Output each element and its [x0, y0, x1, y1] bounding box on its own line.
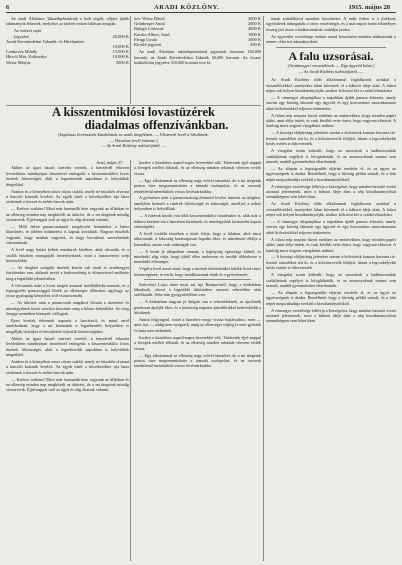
- donation-column-left: [6, 16, 129, 104]
- paragraph: A győzelem után a parancsnokság elismerő levelet intézett az üteghez, amelyben kiemeli a tüzérek hősiességét és bátorságát, amellyel a nehéz helyzetben is helytálltak.: [134, 195, 261, 212]
- paragraph: kezdve a küzdelem napról-napra hevesebbé vált. Tüzéreink éjjel-nappal a lövegek mellett állottak, és az ellenség minden rohamát véresen verték vissza.: [134, 160, 261, 176]
- paragraph: — Az alispán a legszigorúbb eljárást rendelte el, és az ügyet az ügyészségnek is átadta. Remélhető, hogy a bíróság példát statuál, és a falu népét megszabadítja ezektől a kizsákmányolóktól.: [266, 165, 396, 182]
- donation-note: Az aradi Általános takarékpénztárnál jegyeztek összesen 160,000 koronát, az Aradi Kereskedelmi Takarék 50,600 koronát. Az összes hadikölcsön jegyzése 310,600 koronát tesz ki.: [134, 49, 261, 66]
- paragraph: — A kórházban nagyon jó dolguk van a sebesülteknek, az ápolónők gondosan ápolják őket, és a közönség naponta ajándékokkal kedveskedik a hősöknek.: [134, 299, 261, 316]
- paragraph: — A vármegye alispánjához a napokban újabb panasz érkezett, amely szerint egy község lakosait egy ügyvéd és egy korcsmáros uzsorakamatra adott kölcsönökkel teljesen tönkretette.: [266, 94, 396, 111]
- paragraph: Az egyesület vezetősége ezúton mond köszönetet minden adakozónak a nemes célra tett adományokért.: [266, 33, 396, 45]
- list-row: Klotild jegyzett 500 K: [134, 42, 261, 48]
- dateline: Arad, május 27.: [96, 160, 123, 165]
- paragraph: A vizsgálat során kiderült, hogy az uzsorások a hadbavonultak családjainak segélyét is lefoglaltatták, és az asszonyoknak semmi sem maradt, amiből gyermekeiket eltarthatnák.: [266, 272, 396, 288]
- paragraph: A felvonulás után a lovas ütegek azonnal tüzelőállásba mentek, és a legnagyobb pontossággal lőtték az ellenséges állásokat, úgyhogy az orosz gyalogság kénytelen volt visszavonulni.: [6, 282, 129, 299]
- list-row: 10,000 K: [112, 43, 129, 49]
- list-row: Weisz Mátyás 5000 K: [6, 59, 129, 65]
- paragraph: Végül a levél azzal zárul, hogy a tüzérek üdvözletüket küldik Arad város közönségének, és kérik, hogy imádkozzanak értük és a győzelemért.: [134, 266, 261, 277]
- column-divider: [130, 160, 131, 561]
- headline-falu-uzsorasai: A falu uzsorásai.: [288, 49, 374, 64]
- issue-date: 1915. május 28: [348, 4, 390, 11]
- paper-title: ARADI KÖZLÖNY.: [154, 4, 220, 11]
- paragraph: A levél nagy hatást keltett mindazok körében, akik olvasták, és a szülők büszkén mutogatják ismerőseiknek, mint a hazaszeretet szép bizonyítékát.: [6, 247, 129, 263]
- paragraph: Aradon és a környéken nincs olyan család, amely ne büszkén olvasná a harcoló katonák leveleit. Az egyik tüzér a következőket írja haza szüleinek a hosszú és nehéz harcok után.: [6, 358, 129, 375]
- column-divider: [130, 16, 131, 104]
- right-column: [266, 16, 396, 561]
- headline-byline: — Az Aradi Közlöny tudósítójától. —: [299, 68, 363, 74]
- paragraph: A vármegye vezetősége felhívja a községeket, hogy minden hasonló esetet azonnal jelentsenek, mert a háború ideje alatt a nép kizsákmányolását semmiképpen sem lehet tűrni.: [266, 307, 396, 324]
- paragraph: A vizsgálat során kiderült, hogy az uzsorások a hadbavonultak családjainak segélyét is lefoglaltatták, és az asszonyoknak semmi sem maradt, amiből gyermekeiket eltarthatnák.: [266, 148, 396, 164]
- list-row: Balogh Lőrincné 2000 K: [134, 26, 261, 32]
- list-row: jegyzése 20,000 K: [14, 33, 129, 39]
- paragraph: A falusi nép annyira bízott ezekben az emberekben, hogy minden papírt aláírt, amit eléje tettek, és csak később vette észre, hogy vagyona elúszott. A hatóság most szigorú vizsgálatot indított.: [266, 112, 396, 129]
- separator: [144, 279, 251, 280]
- list-row: Hirsch Mór, Zsilinszky 10,000 K: [6, 54, 129, 60]
- list-heading: Az intézet saját: [14, 28, 42, 34]
- paragraph: — Az ütközet után a parancsnok magához hívatta a tüzéreket és mindegyiknek kezet szorítva köszönte meg a hősies helytállást. Az öreg őrnagy szemében könnyek csillogtak.: [6, 300, 129, 317]
- paragraph: ténak szándékával mondott köszönetet. A múlt évben is a jótékony egyesületek támogatták a város vezetőségét, és a mai napon ismét tekintélyes összeg jött össze a hadbavonultak családjai javára.: [266, 16, 396, 32]
- paragraph: — Az alispán a legszigorúbb eljárást rendelte el, és az ügyet az ügyészségnek is átadta. Remélhető, hogy a bíróság példát statuál, és a falu népét megszabadítja ezektől a kizsákmányolóktól.: [266, 289, 396, 306]
- article-column-1: [6, 160, 129, 561]
- paragraph: — Kedves szüleim! Most már harmadik hete vagyunk az állásban és az ellenség minden nap megkísérli az áttörést, de a mi ütegeink mindig visszaverik. Éjjel-nappal szól az ágyú és alig alszunk valamit.: [6, 376, 129, 393]
- headline-line-1: A kisszentmiklósi lovastüzérek: [52, 106, 215, 119]
- paragraph: — Kedves szüleim! Most már harmadik hete vagyunk az állásban és az ellenség minden nap megkísérli az áttörést, de a mi ütegeink mindig visszaverik. Éjjel-nappal szól az ágyú és alig alszunk valamit.: [6, 206, 129, 223]
- paragraph: — Az ütegben szolgáló tüzérek között sok aradi és aradmegyei fiatalember van, akiknek nevét a hadvezetőség is elismeréssel említette meg a legutóbbi jelentésében.: [6, 264, 129, 281]
- headline-subtitle: (Aradmegyei visszaélések. — Egy ügyvéd bűne.): [287, 63, 375, 69]
- list-row: Fleugi Gyula 1000 K: [134, 36, 261, 42]
- paragraph: A vármegye vezetősége felhívja a községeket, hogy minden hasonló esetet azonnal jelentsenek, mert a háború ideje alatt a nép kizsákmányolását semmiképpen sem lehet tűrni.: [266, 183, 396, 200]
- headline-subtitle: (Izgalmas lövészárok küzdelmek az aradi ütegekben. — Elismerő levél a hősöknek.: [58, 132, 209, 137]
- donation-list: [6, 28, 129, 64]
- donation-column-middle: [134, 16, 261, 104]
- paragraph: — Egy alkalommal az ellenség nagy erővel támadott, de a mi ütegeink pontos tüze megsemmisítette a támadó oszlopokat, és az oroszok rendetlenül menekültek vissza lövészárkaikba.: [134, 352, 261, 369]
- paragraph: kezdve a küzdelem napról-napra hevesebbé vált. Tüzéreink éjjel-nappal a lövegek mellett állottak, és az ellenség minden rohamát véresen verték vissza.: [134, 334, 261, 351]
- paragraph: — A vármegye alispánjához a napokban újabb panasz érkezett, amely szerint egy község lakosait egy ügyvéd és egy korcsmáros uzsorakamatra adott kölcsönökkel teljesen tönkretette.: [266, 218, 396, 235]
- column-divider: [263, 16, 264, 561]
- list-row: Kardos Albert, Arad 1000 K: [134, 31, 261, 37]
- list-row: Lenkovits Mihály 15,000 K: [6, 49, 129, 55]
- headline-line-2: diadalmas offenzívánkban.: [84, 118, 229, 132]
- article-column-2: [134, 160, 261, 561]
- paragraph: Amint felgyógyul, ismét a harctérre megy vissza bajtársaihoz, mert — mint írja — addig nem nyugszik, amíg az ellenséget végleg le nem győzték és haza nem térhetnek.: [134, 317, 261, 333]
- paragraph: Ilyen levelek érkeznek naponta a harctérről, és mind arról tanúskodnak, hogy a mi katonáink a legnehezebb helyzetben is megállják helyüket és becsülettel teljesítik kötelességüket.: [6, 317, 129, 334]
- paragraph: Aradon és a környéken nincs olyan család, amely ne büszkén olvasná a harcoló katonák leveleit. Az egyik tüzér a következőket írja haza szüleinek a hosszú és nehéz harcok után.: [6, 188, 129, 205]
- paragraph: — A községi elöljáróság jelentése szerint a kölcsönök kamata havonta tíz-tizenöt százalékot tett ki, és a kölcsönvevők földjeit, házait a legcsekélyebb késés esetén is elárverezték.: [266, 254, 396, 271]
- paragraph: — A tüzérek között van több kisszentmiklósi fiatalember is, akik már a háború kezdete óta a harctéren küzdenek, és mindegyikük kitüntetést kapott vitézségéért.: [134, 213, 261, 229]
- paragraph: Az Aradi Közlöny több alkalommal foglalkozott azokkal a visszaélésekkel, amelyeket falun követnek el a háború ideje alatt. A falusi népet sok helyen kizsákmányolják, amikor kölcsönt kér a család eltartására.: [266, 77, 396, 94]
- headline-block: [6, 106, 261, 158]
- paragraph: Szőcsényi Lajos tüzér most azt írja Budapestről, hogy a kórházban lábadozik, ahová a legutóbbi ütközetben szerzett sebesülése után szállították. Sebe már gyógyulófélben van.: [134, 281, 261, 298]
- intro-paragraph: Az aradi Általános Takarékpénztárnál a hadi segély céljára újabb adományok érkeztek, melyeket az intézet ezúton hálásan nyugtáz.: [6, 16, 129, 27]
- page-number: 6: [6, 4, 10, 11]
- paragraph: — A lovak jó állapotban vannak, a legénység egészsége kitűnő, és mindenki alig várja, hogy újból előre mehessen és tovább üldözhesse a menekülő ellenséget.: [134, 248, 261, 265]
- list-row: Aradi Kereskedelmi Takarék- és Hitelintézet: [6, 38, 85, 44]
- paragraph: Akiket az igazi hazafi szeretet vezérel, a harctérről érkezett leveleikben mindnyájan dicsérettel emlegetik a kisszentmiklósi lovas tüzérek hősiességét, akik a legnehezebb napokban is helytálltak ütegeikkel.: [6, 335, 129, 357]
- list-row: özv. Weisz Dávid 2000 K: [134, 16, 261, 21]
- paragraph: Az Aradi Közlöny több alkalommal foglalkozott azokkal a visszaélésekkel, amelyeket falun követnek el a háború ideje alatt. A falusi népet sok helyen kizsákmányolják, amikor kölcsönt kér a család eltartására.: [266, 201, 396, 218]
- headline-byline: — Az Aradi Közlöny tudósítójától. —: [101, 143, 166, 149]
- paragraph: — A községi elöljáróság jelentése szerint a kölcsönök kamata havonta tíz-tizenöt százalékot tett ki, és a kölcsönvevők földjeit, házait a legcsekélyebb késés esetén is elárverezték.: [266, 130, 396, 147]
- paragraph: A levél további részében a tüzér leírja, hogy a faluban, ahol most táboroznak, a lakosság barátságosan fogadta őket, és mindennel ellátja a katonákat, amire csak szükségük van.: [134, 230, 261, 247]
- paragraph: A falusi nép annyira bízott ezekben az emberekben, hogy minden papírt aláírt, amit eléje tettek, és csak később vette észre, hogy vagyona elúszott. A hatóság most szigorú vizsgálatot indított.: [266, 236, 396, 253]
- paragraph: — Múlt héten parancsnokunk megdicsért bennünket a bátor kitartásért, és többen kitüntetést is kaptak közülünk. Nagyon büszkék vagyunk, hogy aradiak vagyunk, és hogy becsületet szerezhetünk városunknak.: [6, 223, 129, 246]
- paragraph: Akiket az igazi hazafi szeretet vezérel, a harctérről érkezett leveleikben mindnyájan dicsérettel emlegetik a kisszentmiklósi lovas tüzérek hősiességét, akik a legnehezebb napokban is helytálltak ütegeikkel.: [6, 165, 129, 187]
- masthead-rule: [6, 12, 396, 13]
- headline-subtitle: — Hazafias levél érdeme.): [109, 137, 158, 143]
- paragraph: — Egy alkalommal az ellenség nagy erővel támadott, de a mi ütegeink pontos tüze megsemmisítette a támadó oszlopokat, és az oroszok rendetlenül menekültek vissza lövészárkaikba.: [134, 177, 261, 194]
- donation-list-2: [134, 16, 261, 47]
- section-rule: [6, 105, 261, 106]
- list-row: Grünberger Antal 2000 K: [134, 21, 261, 27]
- masthead: [6, 3, 396, 12]
- separator: [276, 47, 386, 48]
